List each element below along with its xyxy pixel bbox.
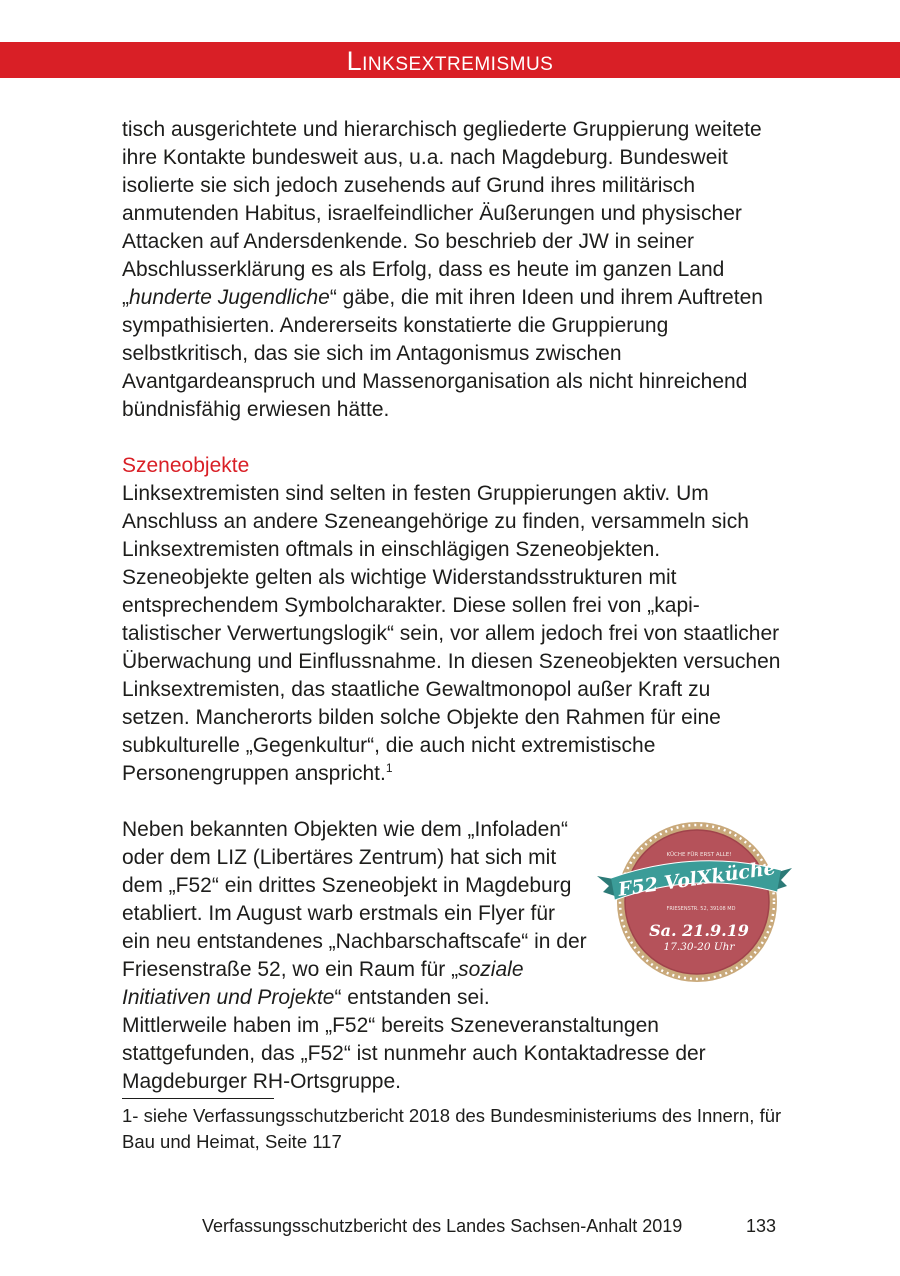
f52-volxkueche-badge — [597, 818, 792, 986]
badge-top-text: KÜCHE FÜR ERST ALLE! — [666, 852, 732, 858]
footnote-divider — [122, 1098, 274, 1099]
paragraph-2: Linksextremisten sind selten in festen Gruppierungen aktiv. Um Anschluss an andere Szeneangehörige zu finden, versammeln sich Linksextremisten oftmals in einschlägigen Szeneobjekten. Szeneobjekte gelten als wichtige Widerstandsstrukturen mit entsprechendem Symbolcharakter. Diese sollen frei von „kapitalistischer Verwertungslogik“ sein, vor allem jedoch frei von staatlicher Überwachung und Einflussnahme. In diesen Szeneobjekten versuchen Linksextremisten, das staatliche Gewaltmonopol außer Kraft zu setzen. Mancherorts bilden solche Objekte den Rahmen für eine subkulturelle „Gegenkultur“, die auch nicht extremistische Personengruppen anspricht.$^1$ — [122, 482, 781, 785]
badge-name: F52 VolXküche — [616, 857, 777, 901]
section-heading: Szeneobjekte — [122, 454, 250, 477]
paragraph-3: KÜCHE FÜR ERST ALLE! F52 VolXküche FRIESENSTR. 52, 39108 MD Sa. 21.9.19 17.30-20 Uhr Neben bekannten Objekten wie dem „Infoladen“ oder dem LIZ (Libertäres Zentrum) hat sich mit dem „F52“ ein drittes Szeneobjekt in Magdeburg etabliert. Im August warb erstmals ein Flyer für ein neu entstandenes „Nachbarschaftscafe“ in der Friesenstraße 52, wo ein Raum für „soziale Initiativen und Projekte“ entstanden sei. Mittlerweile haben im „F52“ bereits Szeneveranstaltungen stattgefunden, das „F52“ ist nunmehr auch Kontaktadresse der Magdeburger RH-Ortsgruppe. — [122, 816, 782, 1096]
emphasis-quote: soziale Initiativen und Projekte — [122, 958, 524, 1009]
footnote-marker: 1 — [385, 761, 393, 775]
paragraph-1: tisch ausgerichtete und hierarchisch gegliederte Gruppierung weitete ihre Kontakte bundesweit aus, u.a. nach Magdeburg. Bundesweit isolierte sie sich jedoch zusehends auf Grund ihres militärisch anmutenden Habitus, israelfeindlicher Äußerungen und physischer Attacken auf Andersdenkende. So beschrieb der JW in seiner Abschlusserklärung es als Erfolg, dass es heute im ganzen Land „hunderte Jugendliche“ gäbe, die mit ihren Ideen und ihrem Auftreten sympathisierten. Andererseits konstatierte die Gruppierung selbstkritisch, das sie sich im Antagonismus zwischen Avantgardeanspruch und Massenorganisation als nicht hinreichend bündnisfähig erwiesen hätte. — [122, 118, 763, 421]
footer-title: Verfassungsschutzbericht des Landes Sachsen-Anhalt 2019 — [202, 1216, 683, 1236]
badge-time: 17.30-20 Uhr — [663, 941, 735, 953]
page-header-title: Linksextremismus — [346, 46, 554, 76]
main-content — [122, 116, 782, 1155]
footnote: 1- siehe Verfassungsschutzbericht 2018 des Bundesministeriums des Innern, für Bau und Heimat, Seite 117 — [122, 1105, 782, 1152]
badge-address: FRIESENSTR. 52, 39108 MD — [666, 906, 736, 912]
emphasis-quote: hunderte Jugendliche — [129, 286, 330, 309]
page-number: 133 — [746, 1216, 777, 1236]
badge-date: Sa. 21.9.19 — [649, 921, 749, 940]
